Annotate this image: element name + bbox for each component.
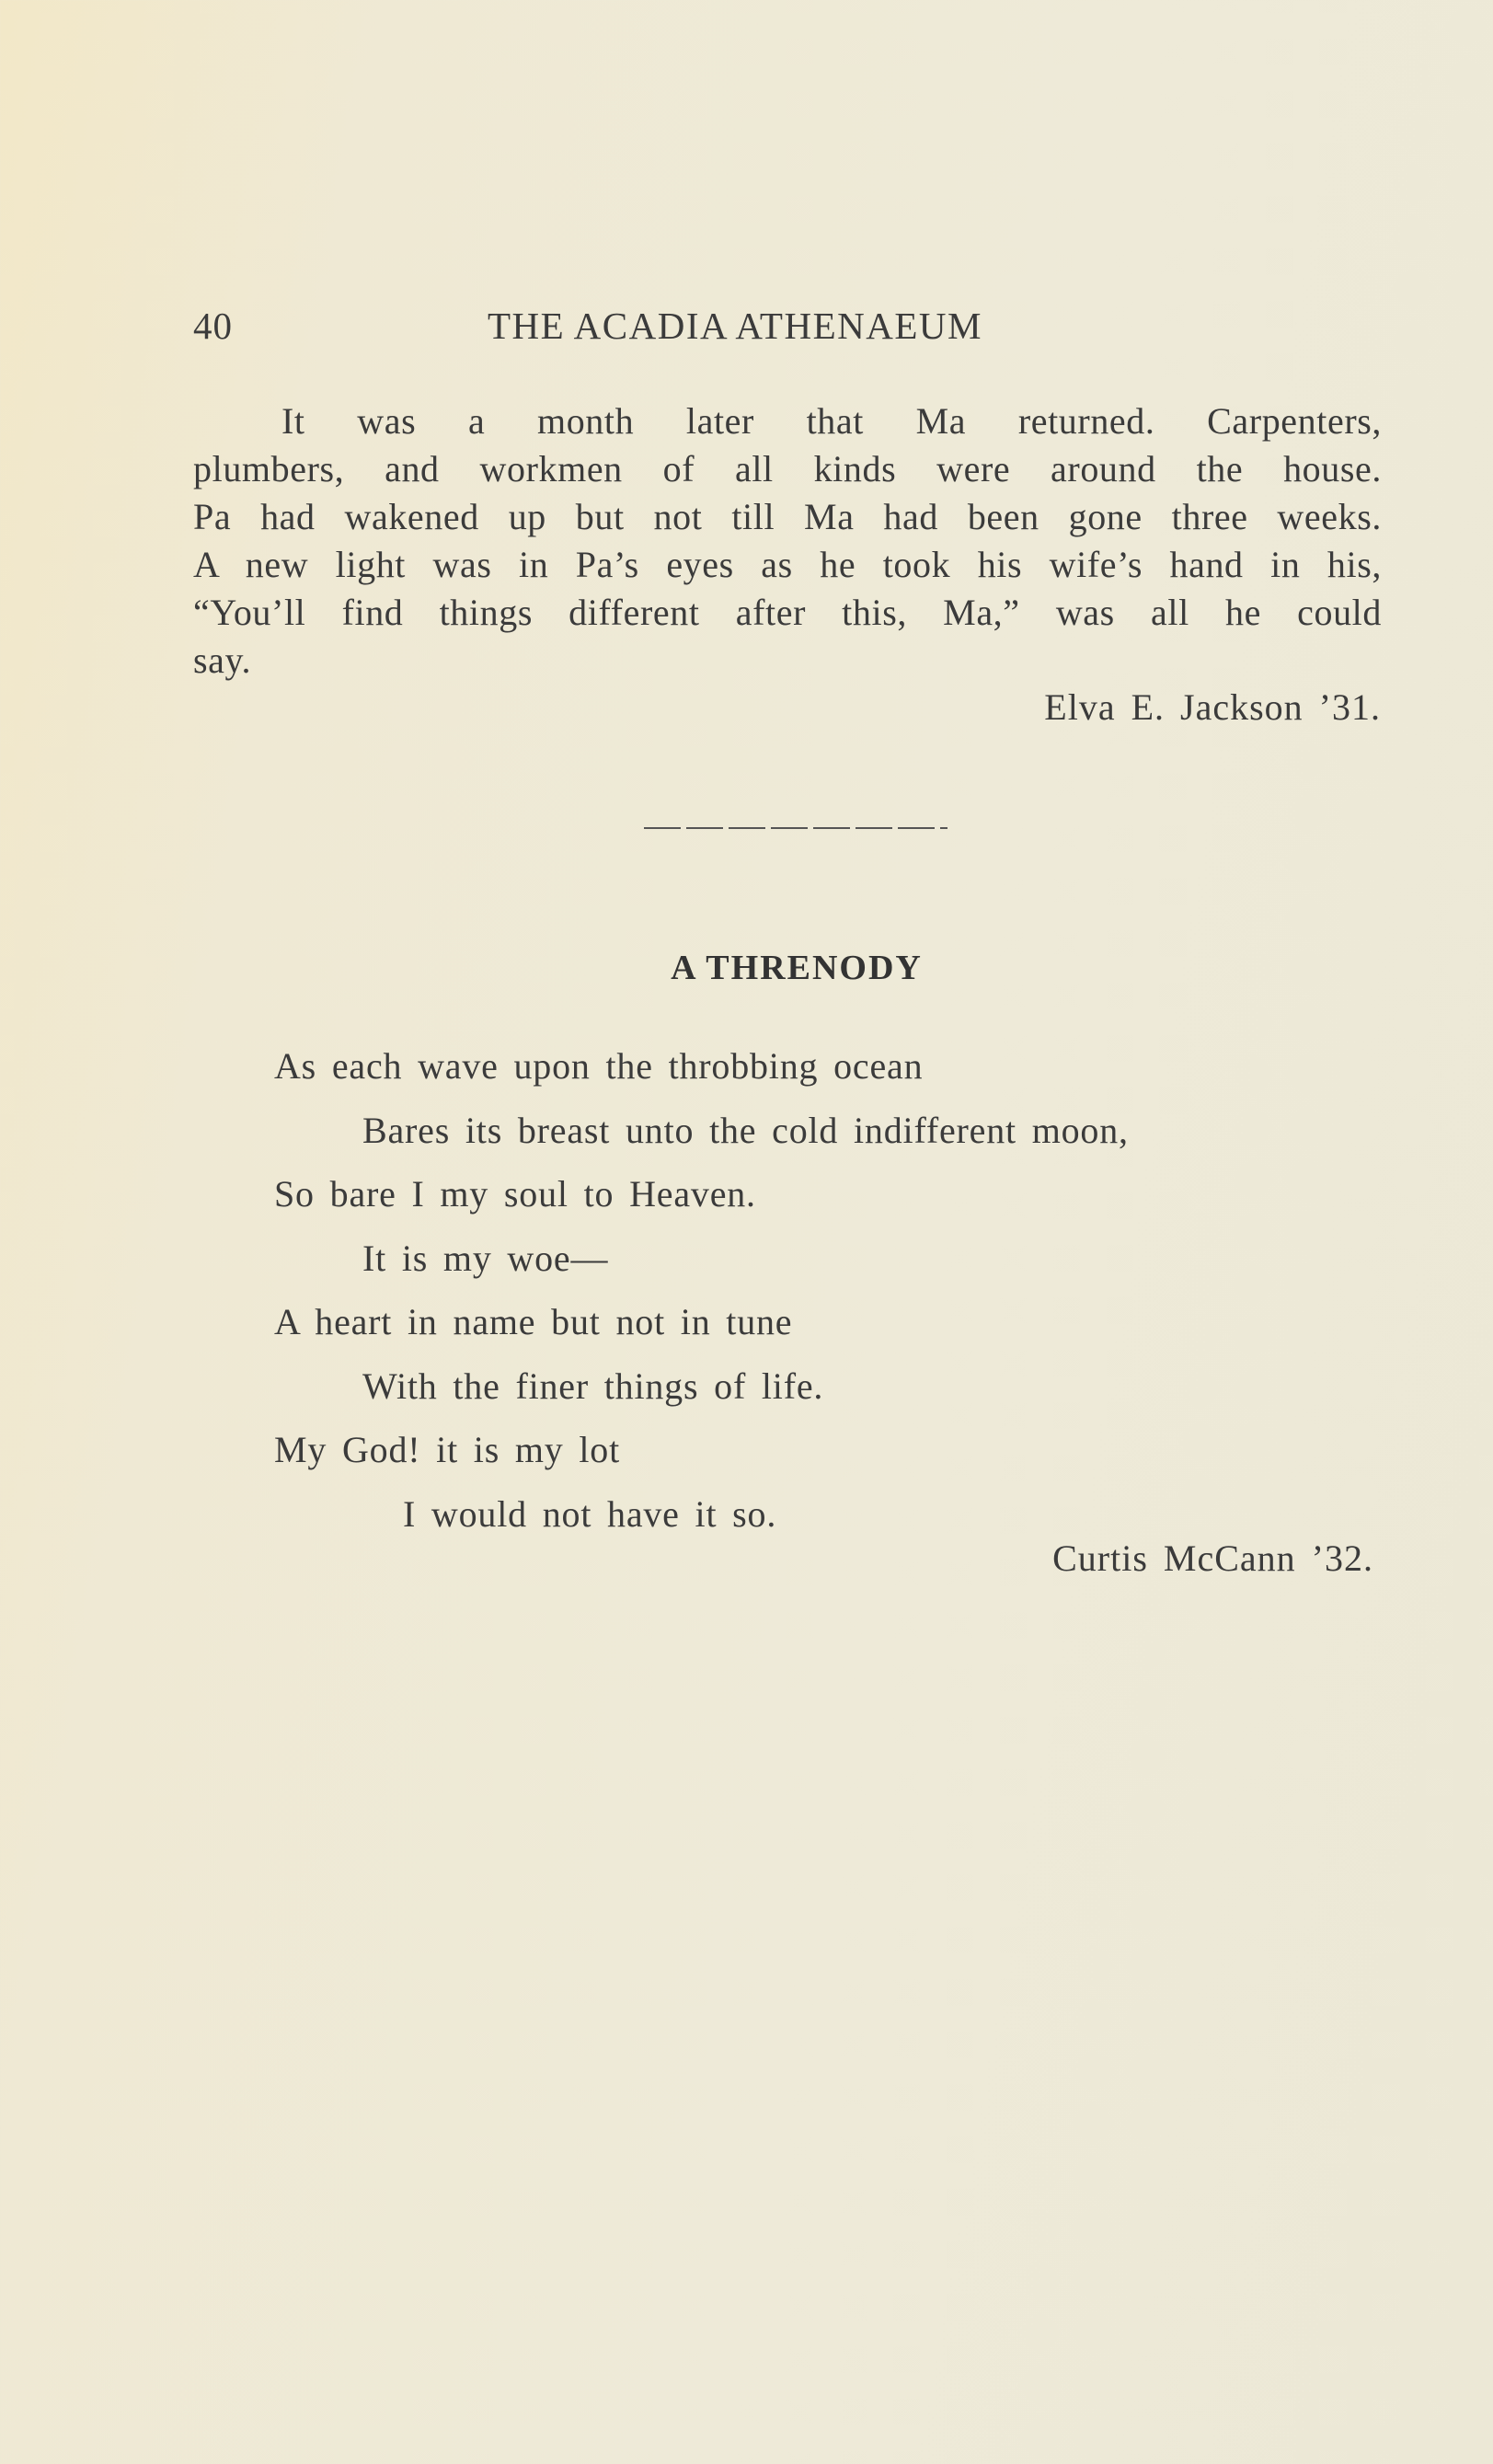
paragraph-line: Pa had wakened up but not till Ma had been gone three weeks. — [193, 496, 1382, 537]
poem-body — [274, 1038, 1332, 1549]
story-ending-paragraph — [193, 397, 1382, 685]
paragraph-line: A new light was in Pa’s eyes as he took his wife’s hand in his, — [193, 544, 1382, 585]
page-number: 40 — [193, 305, 233, 347]
story-author-byline: Elva E. Jackson ’31. — [1044, 686, 1381, 728]
section-divider — [644, 827, 947, 829]
paragraph-line: “You’ll find things different after this, Ma,” was all he could — [193, 592, 1382, 633]
poem-line: Bares its breast unto the cold indifferent moon, — [362, 1109, 1129, 1151]
paragraph-line: plumbers, and workmen of all kinds were around the house. — [193, 448, 1382, 489]
poem-line: My God! it is my lot — [274, 1429, 621, 1470]
poem-line: I would not have it so. — [403, 1492, 777, 1535]
page-header — [193, 304, 1380, 350]
poem-line: As each wave upon the throbbing ocean — [274, 1045, 924, 1087]
poem-title: A THRENODY — [671, 949, 923, 987]
poem-line: A heart in name but not in tune — [274, 1301, 793, 1342]
running-title: THE ACADIA ATHENAEUM — [488, 305, 982, 347]
paragraph-line: say. — [193, 639, 252, 681]
poem-line: With the finer things of life. — [362, 1364, 824, 1407]
poem-line: It is my woe— — [362, 1237, 609, 1279]
poem-line: So bare I my soul to Heaven. — [274, 1173, 756, 1215]
paragraph-line: It was a month later that Ma returned. Carpenters, — [281, 400, 1382, 442]
poem-author-byline: Curtis McCann ’32. — [1052, 1537, 1373, 1579]
